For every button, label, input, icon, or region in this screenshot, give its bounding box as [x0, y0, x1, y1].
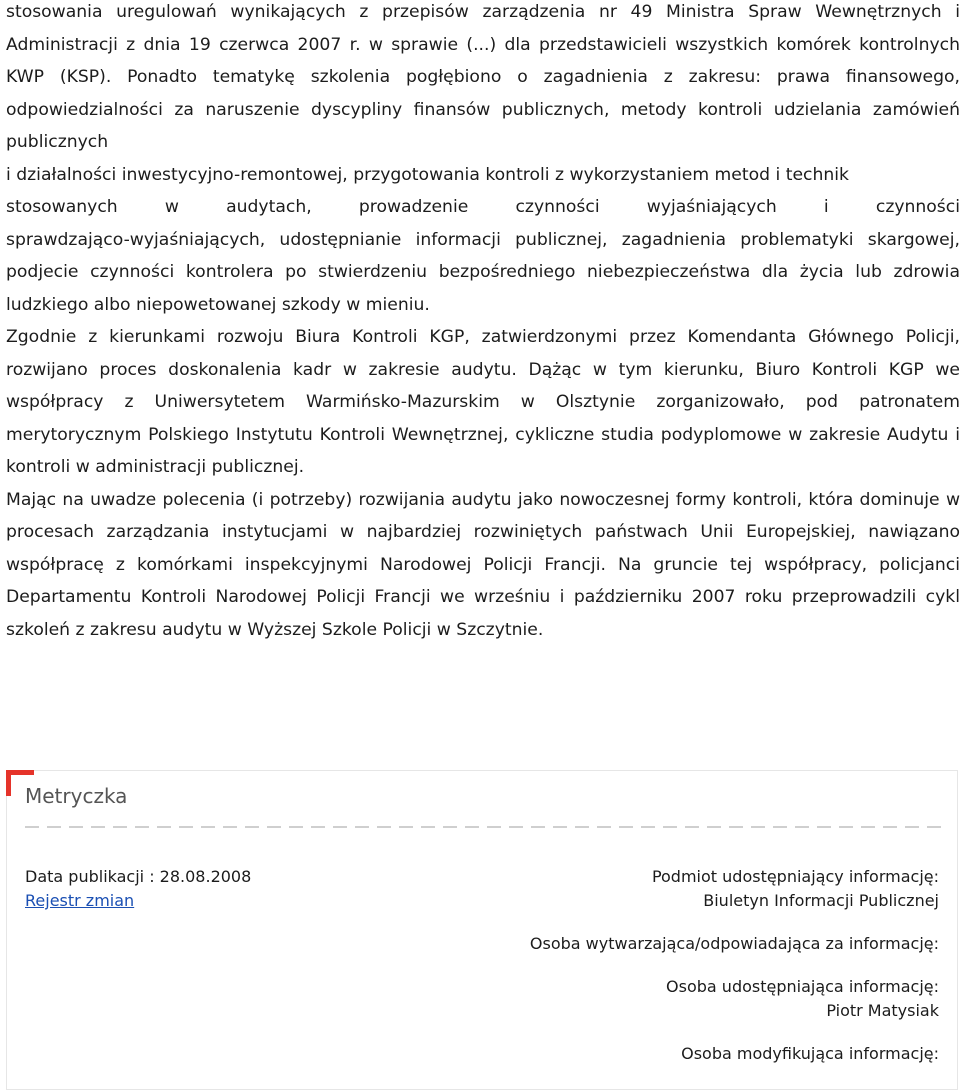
publication-date: Data publikacji : 28.08.2008	[25, 867, 252, 886]
article-paragraph-2: Zgodnie z kierunkami rozwoju Biura Kontroli KGP, zatwierdzonymi przez Komendanta Głównego Policji, rozwijano proces doskonalenia kadr w zakresie audytu. Dążąc w tym kierunku, Biuro Kontroli KGP we współpracy z Uniwersytetem Warmińsko-Mazurskim w Olsztynie zorganizowało, pod patronatem merytorycznym Polskiego Instytutu Kontroli Wewnętrznej, cykliczne studia podyplomowe w zakresie Audytu i kontroli w administracji publicznej.	[6, 327, 960, 477]
publisher-value: Piotr Matysiak	[826, 1001, 939, 1020]
metryczka-title: Metryczka	[25, 784, 128, 808]
article-paragraph-1-line-3: stosowanych w audytach, prowadzenie czynności wyjaśniających i czynności	[6, 197, 960, 217]
metryczka-panel	[6, 770, 958, 1090]
provider-value: Biuletyn Informacji Publicznej	[703, 891, 939, 910]
article-paragraph-3: Mając na uwadze polecenia (i potrzeby) rozwijania audytu jako nowoczesnej formy kontroli, która dominuje w procesach zarządzania instytucjami w najbardziej rozwiniętych państwach Unii Europejskiej, nawiązano współpracę z komórkami inspekcyjnymi Narodowej Policji Francji. Na gruncie tej współpracy, policjanci Departamentu Kontroli Narodowej Policji Francji we wrześniu i październiku 2007 roku przeprowadzili cykl szkoleń z zakresu audytu w Wyższej Szkole Policji w Szczytnie.	[6, 489, 960, 640]
publisher-label: Osoba udostępniająca informację:	[666, 977, 939, 996]
producer-label: Osoba wytwarzająca/odpowiadająca za informację:	[529, 934, 939, 953]
metryczka-left-column	[25, 865, 251, 913]
change-log-link[interactable]: Rejestr zmian	[25, 891, 135, 910]
metryczka-right-column	[419, 865, 939, 1085]
dashed-divider	[25, 826, 943, 828]
article-paragraph-1-line-2: i działalności inwestycyjno-remontowej, przygotowania kontroli z wykorzystaniem metod i technik	[6, 164, 849, 185]
producer-info	[419, 932, 939, 956]
modifier-label: Osoba modyfikująca informację:	[681, 1044, 939, 1063]
article-paragraph-1: stosowania uregulowań wynikających z przepisów zarządzenia nr 49 Ministra Spraw Wewnętrznych i Administracji z dnia 19 czerwca 2007 r. w sprawie (...) dla przedstawicieli wszystkich komórek kontrolnych KWP (KSP). Ponadto tematykę szkolenia pogłębiono o zagadnienia z zakresu: prawa finansowego, odpowiedzialności za naruszenie dyscypliny finansów publicznych, metody kontroli udzielania zamówień publicznych	[6, 2, 960, 152]
provider-label: Podmiot udostępniający informację:	[651, 867, 939, 886]
article-paragraph-1-line-4: sprawdzająco-wyjaśniających, udostępnianie informacji publicznej, zagadnienia problematyki skargowej, podjecie czynności kontrolera po stwierdzeniu bezpośredniego niebezpieczeństwa dla życia lub zdrowia ludzkiego albo niepowetowanej szkody w mieniu.	[6, 229, 960, 315]
provider-info	[419, 865, 939, 913]
publisher-info	[419, 975, 939, 1023]
article-content	[6, 0, 960, 646]
modifier-info	[419, 1042, 939, 1066]
